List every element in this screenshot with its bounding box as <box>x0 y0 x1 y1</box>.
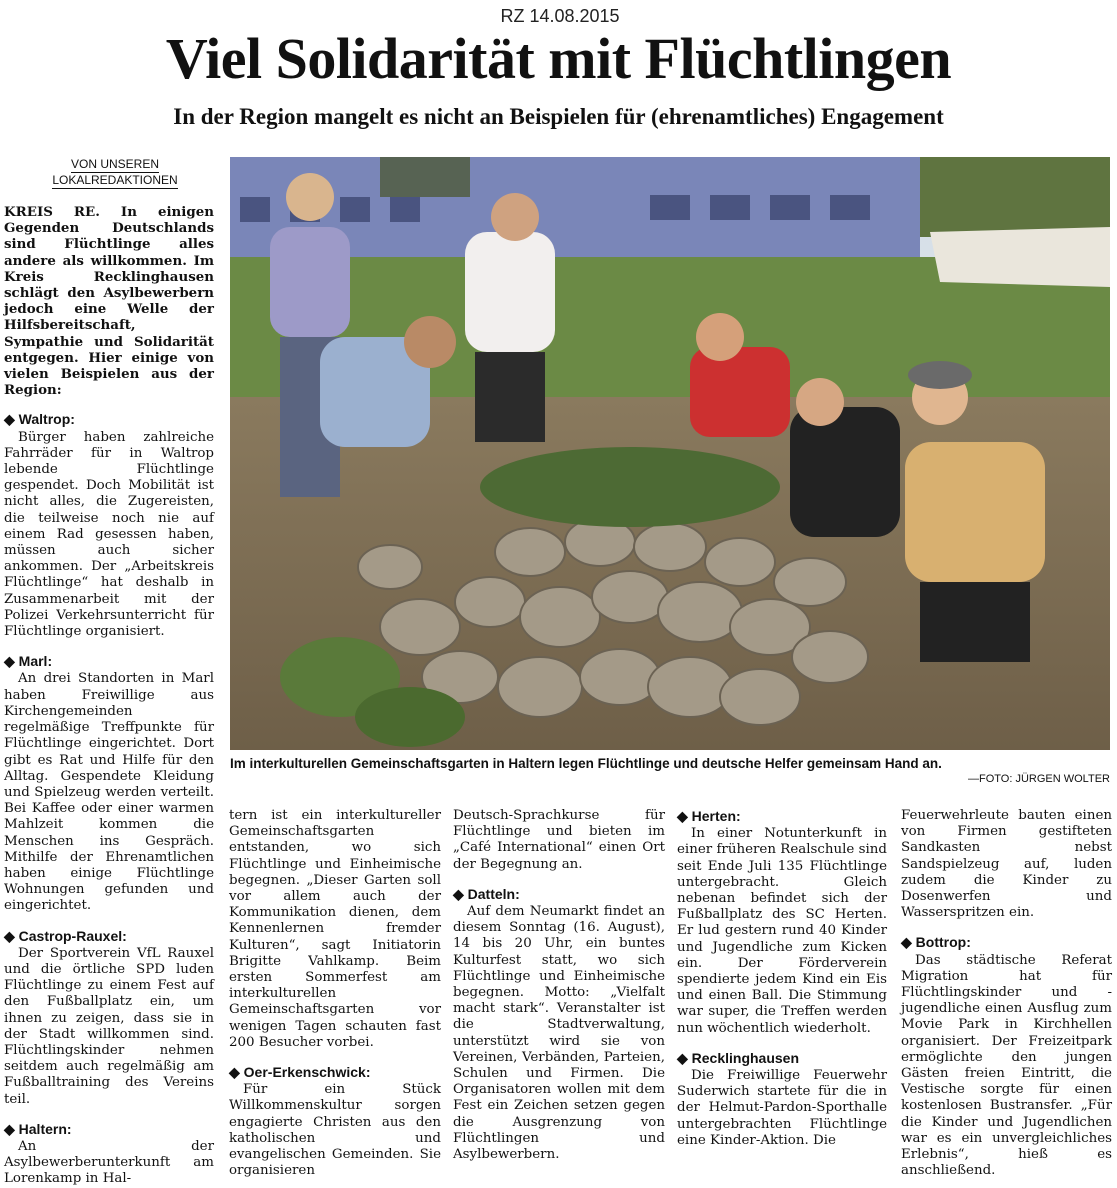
byline-line-2: LOKALREDAKTIONEN <box>52 173 178 187</box>
section-body-haltern-part-2: tern ist ein interkultureller Gemeinschaftsgarten entstanden, wo sich Flüchtlinge und Einheimische begegnen. „Dieser Garten soll vor allem auch der Kommunikation dienen, dem Kennenlernen fremder Kulturen“, sagt Initiatorin Brigitte Vahlkamp. Beim ersten Sommerfest am interkulturellen Gemeinschaftsgarten vor wenigen Tagen schauten fast 200 Besucher vorbei. <box>229 808 441 1050</box>
garden-photo <box>230 157 1110 750</box>
article-column-3 <box>453 808 665 1163</box>
section-body-herten: In einer Notunterkunft in einer früheren Realschule sind seit Ende Juli 135 Flüchtlinge untergebracht. Gleich nebenan befindet sich der Fußballplatz des SC Herten. Er lud gestern rund 40 Kinder und Jugendliche zum Kicken ein. Der Förderverein spendierte jedem Kind ein Eis und einen Ball. Die Stimmung war super, die Treffen werden nun wöchentlich wiederholt. <box>677 826 887 1036</box>
date-stamp: RZ 14.08.2015 <box>500 6 620 26</box>
byline-line-1: VON UNSEREN <box>70 157 159 171</box>
lead-paragraph: KREIS RE. In einigen Gegenden Deutschlands sind Flüchtlinge alles andere als willkommen. Im Kreis Recklinghausen schlägt den Asylbewerbern jedoch eine Welle der Hilfsbereitschaft, Sympathie und Solidarität entgegen. Hier einige von vielen Beispielen aus der Region: <box>4 204 214 399</box>
article-column-5 <box>901 808 1112 1179</box>
section-body-castrop-rauxel: Der Sportverein VfL Rauxel und die örtliche SPD luden Flüchtlinge zu einem Fest auf den Fußballplatz ein, um ihnen zu zeigen, dass sie in der Stadt willkommen sind. Flüchtlingskinder nehmen seitdem auch regelmäßig am Fußballtraining des Vereins teil. <box>4 945 214 1107</box>
section-body-marl: An drei Standorten in Marl haben Freiwillige aus Kirchengemeinden regelmäßige Treffpunkte für Flüchtlinge eingerichtet. Dort gibt es Rat und Hilfe für den Alltag. Gespendete Kleidung und Spielzeug werden verteilt. Bei Kaffee oder einer warmen Mahlzeit kommen die Menschen ins Gespräch. Mithilfe der Ehrenamtlichen haben einige Flüchtlinge Wohnungen gefunden und eingerichtet. <box>4 671 214 914</box>
headline: Viel Solidarität mit Flüchtlingen <box>165 26 952 91</box>
section-title-castrop-rauxel: ◆ Castrop-Rauxel: <box>4 927 127 944</box>
article-column-4 <box>677 808 887 1149</box>
section-title-waltrop: ◆ Waltrop: <box>4 411 75 428</box>
section-body-bottrop: Das städtische Referat Migration hat für Flüchtlingskinder und -jugendliche einen Ausflug zum Movie Park in Kirchhellen organisiert. Der Freizeitpark ermöglichte den jungen Gästen freien Eintritt, die Vestische sorgte für einen kostenlosen Bustransfer. „Für die Kinder und Jugendlichen war es ein unvergleichliches Erlebnis“, hieß es anschließend. <box>901 952 1112 1179</box>
byline <box>40 157 190 189</box>
section-title-recklinghausen: ◆ Recklinghausen <box>677 1049 800 1066</box>
section-title-bottrop: ◆ Bottrop: <box>901 934 971 951</box>
section-title-datteln: ◆ Datteln: <box>453 885 520 902</box>
section-title-marl: ◆ Marl: <box>4 653 53 670</box>
subheadline: In der Region mangelt es nicht an Beispielen für (ehrenamtliches) Engagement <box>173 104 944 129</box>
photo-credit: —FOTO: JÜRGEN WOLTER <box>968 773 1110 785</box>
section-title-herten: ◆ Herten: <box>677 808 741 824</box>
section-body-oer-erkenschwick-part-2: Deutsch-Sprachkurse für Flüchtlinge und bieten im „Café International“ einen Ort der Begegnung an. <box>453 808 665 872</box>
article-column-2 <box>229 808 441 1179</box>
section-title-haltern: ◆ Haltern: <box>4 1120 72 1137</box>
section-body-recklinghausen-part-2: Feuerwehrleute bauten einen von Firmen gestifteten Sandkasten nebst Sandspielzeug auf, luden zudem die Kinder zu Dosenwerfen und Wasserspritzen ein. <box>901 808 1112 921</box>
photo-caption: Im interkulturellen Gemeinschaftsgarten in Haltern legen Flüchtlinge und deutsche Helfer gemeinsam Hand an. <box>230 756 942 771</box>
section-body-waltrop: Bürger haben zahlreiche Fahrräder für in Waltrop lebende Flüchtlinge gespendet. Doch Mobilität ist nicht alles, die Zugereisten, die teilweise noch nie auf einem Rad gesessen haben, müssen auch sicher ankommen. Der „Arbeitskreis Flüchtlinge“ hat deshalb in Zusammenarbeit mit der Polizei Verkehrsunterricht für Flüchtlinge organisiert. <box>4 429 214 640</box>
article-column-1 <box>4 204 214 1188</box>
section-body-datteln: Auf dem Neumarkt findet an diesem Sonntag (16. August), 14 bis 20 Uhr, ein buntes Kulturfest statt, wo sich Flüchtlinge und Einheimische begegnen. Motto: „Vielfalt macht stark“. Veranstalter ist die Stadtverwaltung, unterstützt wird sie von Vereinen, Verbänden, Parteien, Schulen und Firmen. Die Organisatoren wollen mit dem Fest ein Zeichen setzen gegen die Ausgrenzung von Flüchtlingen und Asylbewerbern. <box>453 904 665 1163</box>
section-body-recklinghausen-part-1: Die Freiwillige Feuerwehr Suderwich startete für die in der Helmut-Pardon-Sporthalle untergebrachten Flüchtlinge eine Kinder-Aktion. Die <box>677 1068 887 1148</box>
section-body-oer-erkenschwick-part-1: Für ein Stück Willkommenskultur sorgen engagierte Christen aus den katholischen und evangelischen Gemeinden. Sie organisieren <box>229 1082 441 1179</box>
section-body-haltern-part-1: An der Asylbewerberunterkunft am Lorenkamp in Hal- <box>4 1138 214 1187</box>
section-title-oer-erkenschwick: ◆ Oer-Erkenschwick: <box>229 1064 371 1081</box>
